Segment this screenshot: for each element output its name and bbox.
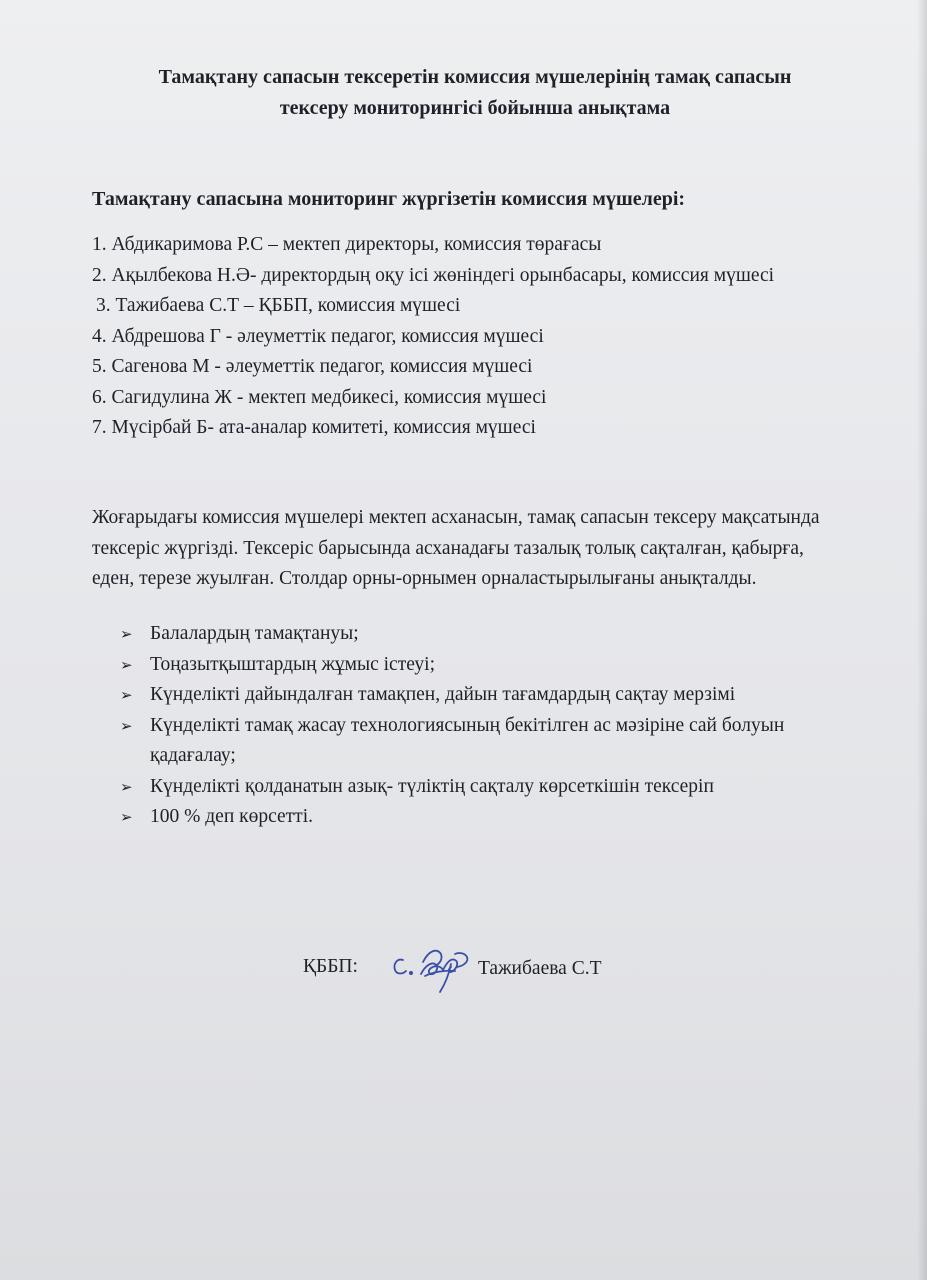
check-item <box>120 619 840 650</box>
arrowhead-bullet-icon: ➢ <box>120 655 133 674</box>
check-item-text: 100 % деп көрсетті. <box>150 806 313 827</box>
handwritten-signature <box>385 940 477 996</box>
check-item-text: Күнделікті қолданатын азық- түліктің сақталу көрсеткішін тексеріп <box>150 775 714 797</box>
arrowhead-bullet-icon: ➢ <box>120 686 133 704</box>
arrowhead-bullet-icon: ➢ <box>120 716 133 735</box>
arrowhead-bullet-icon: ➢ <box>120 808 133 826</box>
title-line-2: тексеру мониторингісі бойынша анықтама <box>279 97 671 119</box>
member-item: 6. Сагидулина Ж - мектеп медбикесі, комиссия мүшесі <box>92 386 547 408</box>
check-item-text: Күнделікті тамақ жасау технологиясының бекітілген ас мәзіріне сай болуын қадағалау; <box>150 714 785 766</box>
signature-row <box>303 952 663 992</box>
document-title <box>80 62 870 124</box>
signature-label: ҚББП: <box>303 956 358 977</box>
member-item: 3. Тажибаева С.Т – ҚББП, комиссия мүшесі <box>96 295 461 316</box>
check-item <box>120 772 840 803</box>
members-heading: Тамақтану сапасына мониторинг жүргізетін комиссия мүшелері: <box>92 188 686 210</box>
check-item-text: Тоңазытқыштардың жұмыс істеуі; <box>150 653 435 675</box>
inspection-paragraph: Жоғарыдағы комиссия мүшелері мектеп асханасын, тамақ сапасын тексеру мақсатында тексеріс жүргізді. Тексеріс барысында асханадағы тазалық толық сақталған, қабырға, еден, терезе жуылған. Столдар орны-орнымен орналастырылығаны анықталды. <box>92 507 820 589</box>
check-item <box>120 650 840 681</box>
arrowhead-bullet-icon: ➢ <box>120 625 133 643</box>
member-item: 4. Абдрешова Г - әлеуметтік педагог, комиссия мүшесі <box>92 325 544 347</box>
member-item: 2. Ақылбекова Н.Ә- директордың оқу ісі жөніндегі орынбасары, комиссия мүшесі <box>92 264 775 286</box>
page-edge-shadow <box>917 0 927 1280</box>
check-item <box>120 680 840 711</box>
check-item-text: Күнделікті дайындалған тамақпен, дайын тағамдардың сақтау мерзімі <box>150 684 736 705</box>
check-item <box>120 711 840 772</box>
title-line-1: Тамақтану сапасын тексеретін комиссия мүшелерінің тамақ сапасын <box>158 66 792 88</box>
members-list <box>92 230 852 444</box>
member-item: 1. Абдикаримова Р.С – мектеп директоры, комиссия төрағасы <box>92 234 602 255</box>
check-item <box>120 802 840 833</box>
signer-name: Тажибаева С.Т <box>478 958 602 979</box>
check-item-text: Балалардың тамақтануы; <box>150 623 359 644</box>
member-item: 5. Сагенова М - әлеуметтік педагог, комиссия мүшесі <box>92 356 533 377</box>
arrowhead-bullet-icon: ➢ <box>120 777 133 796</box>
checks-list <box>120 619 840 833</box>
member-item: 7. Мүсірбай Б- ата-аналар комитеті, комиссия мүшесі <box>92 417 536 438</box>
